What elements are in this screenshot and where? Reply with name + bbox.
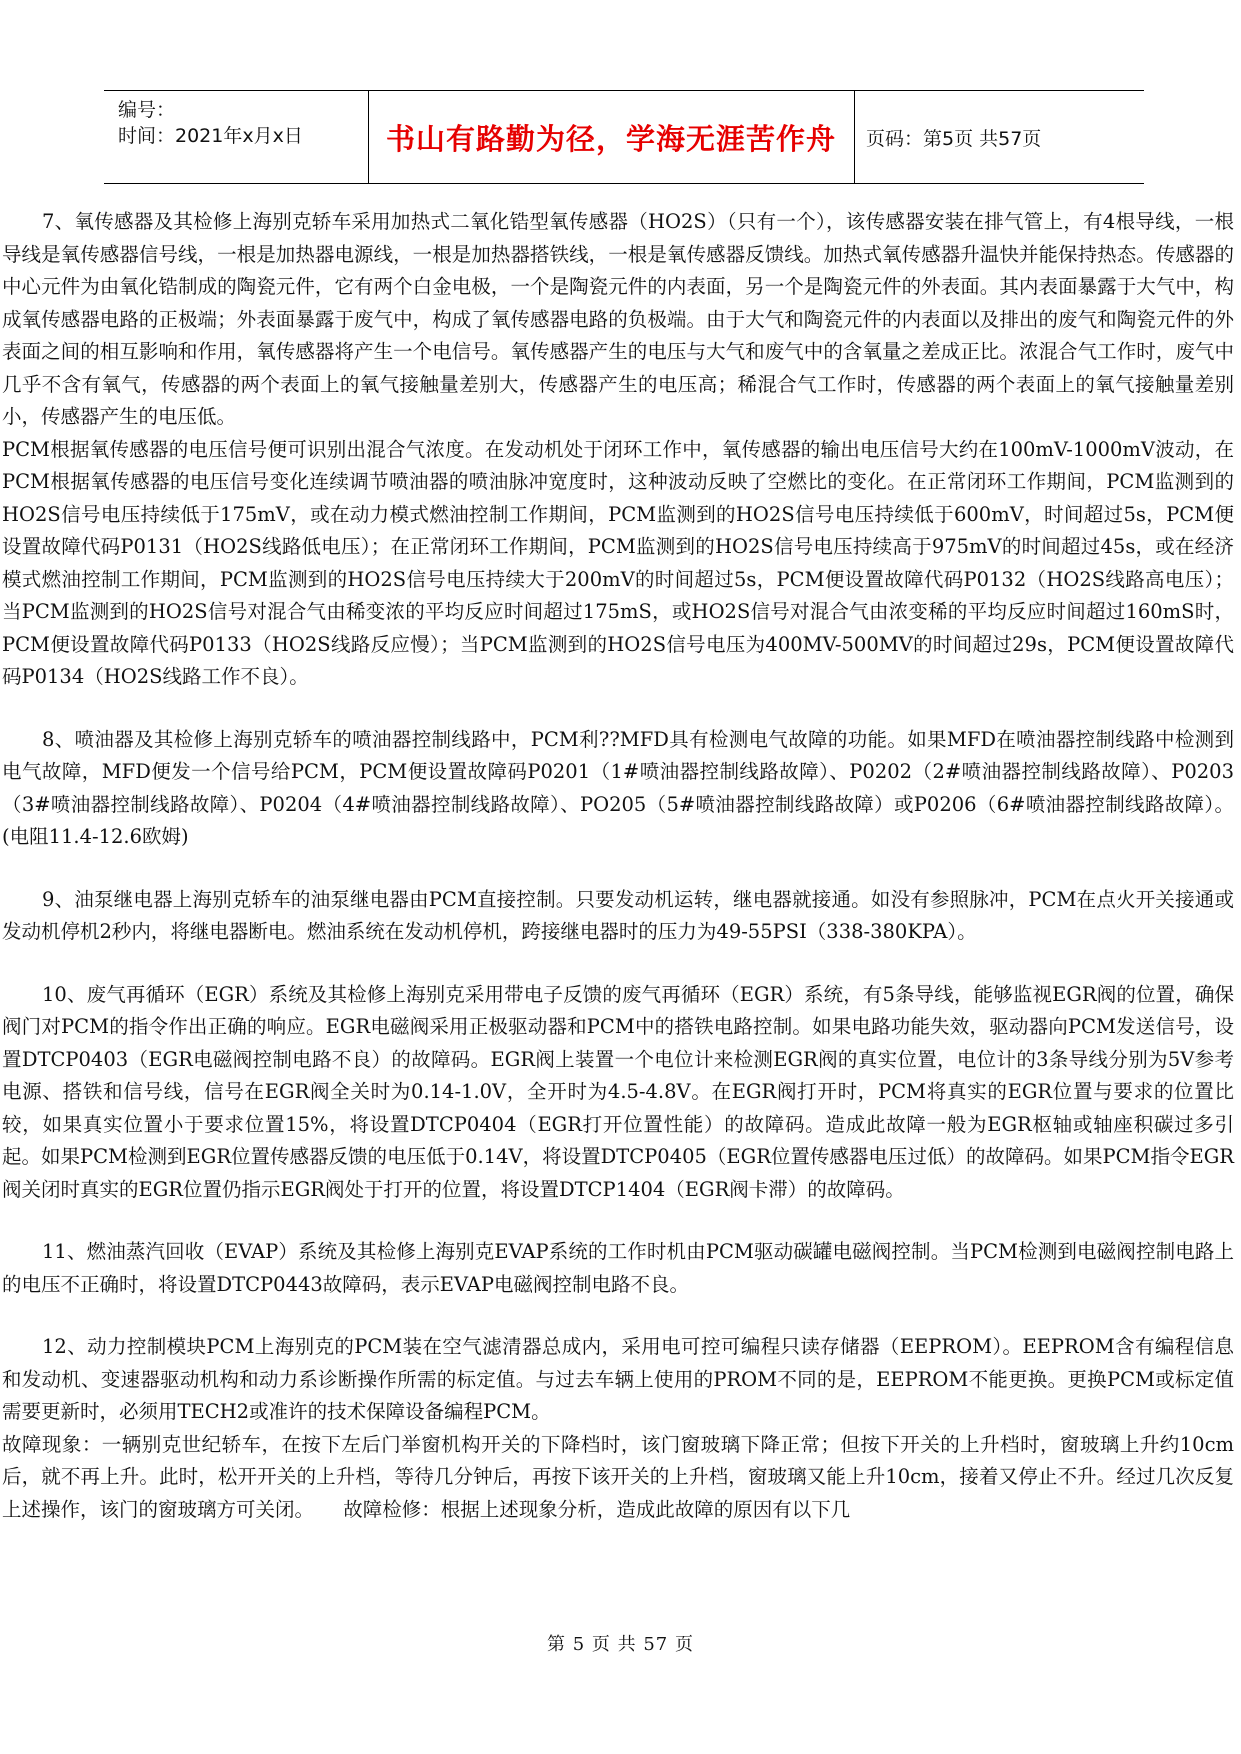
paragraph-injector: 8、喷油器及其检修上海别克轿车的喷油器控制线路中，PCM利??MFD具有检测电气故障的功能。如果MFD在喷油器控制线路中检测到电气故障，MFD便发一个信号给PCM，PCM便设置故障码P0201（1#喷油器控制线路故障）、P0202（2#喷油器控制线路故障）、P0203（3#喷油器控制线路故障）、P0204（4#喷油器控制线路故障）、PO205（5#喷油器控制线路故障）或P0206（6#喷油器控制线路故障）。(电阻11.4-12.6欧姆) — [2, 727, 1234, 848]
doc-time-label: 时间：2021年x月x日 — [118, 125, 303, 147]
paragraph-spacer — [2, 1206, 1234, 1236]
paragraph-spacer — [2, 854, 1234, 884]
paragraph-evap: 11、燃油蒸汽回收（EVAP）系统及其检修上海别克EVAP系统的工作时机由PCM驱动碳罐电磁阀控制。当PCM检测到电磁阀控制电路上的电压不正确时，将设置DTCP0443故障码，表示EVAP电磁阀控制电路不良。 — [2, 1240, 1234, 1296]
paragraph-pcm-module: 12、动力控制模块PCM上海别克的PCM装在空气滤清器总成内，采用电可控可编程只读存储器（EEPROM）。EEPROM含有编程信息和发动机、变速器驱动机构和动力系诊断操作所需的标定值。与过去车辆上使用的PROM不同的是，EEPROM不能更换。更换PCM或标定值需要更新时，必须用TECH2或准许的技术保障设备编程PCM。 — [2, 1335, 1234, 1423]
paragraph-spacer — [2, 694, 1234, 724]
page-footer: 第 5 页 共 57 页 — [547, 1634, 694, 1655]
header-info-cell — [104, 91, 369, 183]
paragraph-fuel-pump-relay: 9、油泵继电器上海别克轿车的油泵继电器由PCM直接控制。只要发动机运转，继电器就接通。如没有参照脉冲，PCM在点火开关接通或发动机停机2秒内，将继电器断电。燃油系统在发动机停机，跨接继电器时的压力为49-55PSI（338-380KPA）。 — [2, 887, 1234, 943]
paragraph-egr: 10、废气再循环（EGR）系统及其检修上海别克采用带电子反馈的废气再循环（EGR）系统，有5条导线，能够监视EGR阀的位置，确保阀门对PCM的指令作出正确的响应。EGR电磁阀采用正极驱动器和PCM中的搭铁电路控制。如果电路功能失效，驱动器向PCM发送信号，设置DTCP0403（EGR电磁阀控制电路不良）的故障码。EGR阀上装置一个电位计来检测EGR阀的真实位置，电位计的3条导线分别为5V参考电源、搭铁和信号线，信号在EGR阀全关时为0.14-1.0V，全开时为4.5-4.8V。在EGR阀打开时，PCM将真实的EGR位置与要求的位置比较，如果真实位置小于要求位置15%，将设置DTCP0404（EGR打开位置性能）的故障码。造成此故障一般为EGR枢轴或轴座积碳过多引起。如果PCM检测到EGR位置传感器反馈的电压低于0.14V，将设置DTCP0405（EGR位置传感器电压过低）的故障码。如果PCM指令EGR阀关闭时真实的EGR位置仍指示EGR阀处于打开的位置，将设置DTCP1404（EGR阀卡滞）的故障码。 — [2, 982, 1234, 1201]
document-body — [2, 206, 1234, 1526]
paragraph-fault-case: 故障现象：一辆别克世纪轿车，在按下左后门举窗机构开关的下降档时，该门窗玻璃下降正常；但按下开关的上升档时，窗玻璃上升约10cm后，就不再上升。此时，松开开关的上升档，等待几分钟后，再按下该开关的上升档，窗玻璃又能上升10cm，接着又停止不升。经过几次反复上述操作，该门的窗玻璃方可关闭。 故障检修：根据上述现象分析，造成此故障的原因有以下几 — [2, 1432, 1234, 1521]
doc-number-label: 编号： — [118, 99, 176, 121]
header-page-cell — [854, 91, 1156, 183]
paragraph-pcm-oxygen-signal: PCM根据氧传感器的电压信号便可识别出混合气浓度。在发动机处于闭环工作中，氧传感器的输出电压信号大约在100mV-1000mV波动，在PCM根据氧传感器的电压信号变化连续调节喷油器的喷油脉冲宽度时，这种波动反映了空燃比的变化。在正常闭环工作期间，PCM监测到的HO2S信号电压持续低于175mV，或在动力模式燃油控制工作期间，PCM监测到的HO2S信号电压持续低于600mV，时间超过5s，PCM便设置故障代码P0131（HO2S线路低电压）；在正常闭环工作期间，PCM监测到的HO2S信号电压持续高于975mV的时间超过45s，或在经济模式燃油控制工作期间，PCM监测到的HO2S信号电压持续大于200mV的时间超过5s，PCM便设置故障代码P0132（HO2S线路高电压）；当PCM监测到的HO2S信号对混合气由稀变浓的平均反应时间超过175mS，或HO2S信号对混合气由浓变稀的平均反应时间超过160mS时，PCM便设置故障代码P0133（HO2S线路反应慢）；当PCM监测到的HO2S信号电压为400MV-500MV的时间超过29s，PCM便设置故障代码P0134（HO2S线路工作不良）。 — [2, 437, 1234, 688]
paragraph-spacer — [2, 1301, 1234, 1331]
paragraph-spacer — [2, 949, 1234, 979]
page-header — [104, 90, 1144, 184]
header-page-label: 页码：第5页 共57页 — [866, 127, 1042, 150]
header-motto-cell — [368, 91, 855, 183]
header-motto: 书山有路勤为径，学海无涯苦作舟 — [385, 121, 836, 156]
paragraph-oxygen-sensor: 7、氧传感器及其检修上海别克轿车采用加热式二氧化锆型氧传感器（HO2S）（只有一个），该传感器安装在排气管上，有4根导线，一根导线是氧传感器信号线，一根是加热器电源线，一根是加热器搭铁线，一根是氧传感器反馈线。加热式氧传感器升温快并能保持热态。传感器的中心元件为由氧化锆制成的陶瓷元件，它有两个白金电极，一个是陶瓷元件的内表面，另一个是陶瓷元件的外表面。其内表面暴露于大气中，构成氧传感器电路的正极端；外表面暴露于废气中，构成了氧传感器电路的负极端。由于大气和陶瓷元件的内表面以及排出的废气和陶瓷元件的外表面之间的相互影响和作用，氧传感器将产生一个电信号。氧传感器产生的电压与大气和废气中的含氧量之差成正比。浓混合气工作时，废气中几乎不含有氧气，传感器的两个表面上的氧气接触量差别大，传感器产生的电压高；稀混合气工作时，传感器的两个表面上的氧气接触量差别小，传感器产生的电压低。 — [2, 210, 1234, 428]
